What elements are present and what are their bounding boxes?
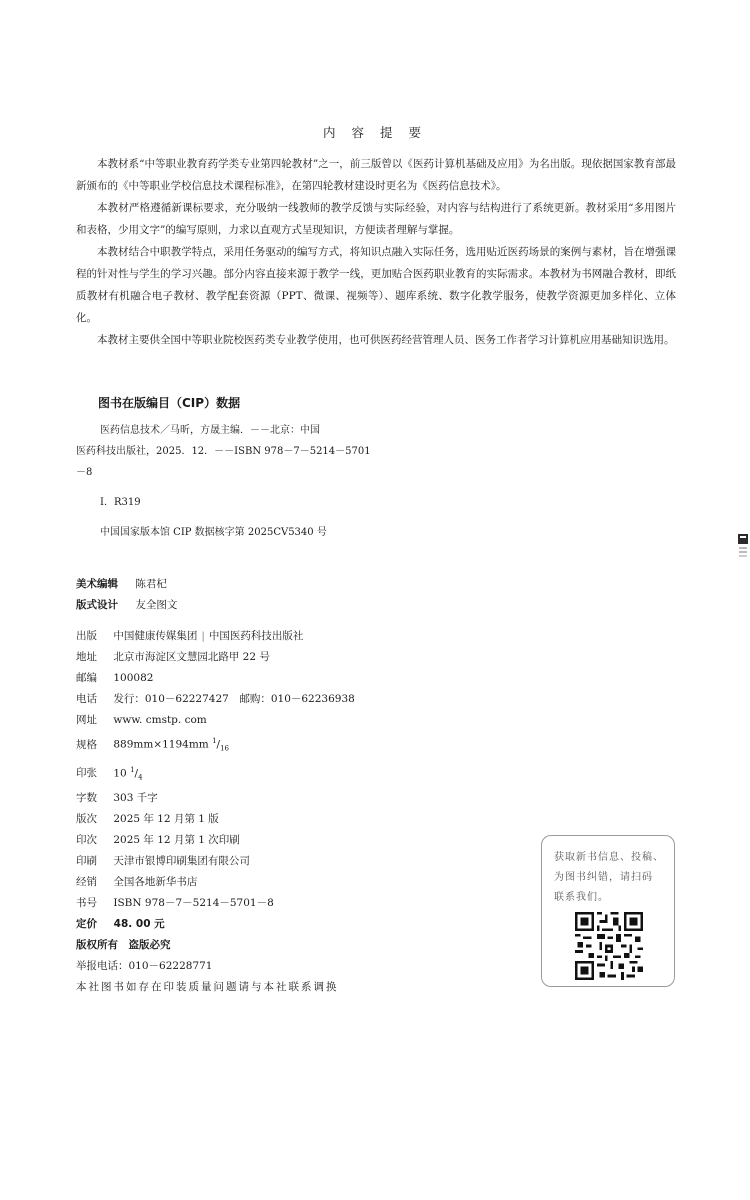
page-title: 内 容 提 要 xyxy=(323,125,427,140)
website-label: 网址 xyxy=(76,714,97,726)
edition-value: 2025 年 12 月第 1 版 xyxy=(113,813,219,826)
format-row: 规格 889mm×1194mm $^1/_{16}$ xyxy=(76,731,496,760)
copyright-notice: 版权所有 盗版必究 xyxy=(76,939,171,952)
qr-text-line: 为图书纠错，请扫码 xyxy=(554,872,653,883)
price-value: 48. 00 元 xyxy=(113,918,165,931)
words-row xyxy=(76,788,496,809)
postcode-label: 邮编 xyxy=(76,672,97,684)
address-value: 北京市海淀区文慧园北路甲 22 号 xyxy=(113,651,270,663)
format-denominator: 16 xyxy=(220,744,230,753)
quality-notice: 本社图书如存在印装质量问题请与本社联系调换 xyxy=(76,981,339,994)
cip-line: －8 xyxy=(76,467,93,478)
price-label: 定价 xyxy=(76,918,97,931)
format-label: 规格 xyxy=(76,738,97,751)
phone-value: 发行：010－62227427 邮购：010－62236938 xyxy=(113,693,355,705)
summary-paragraph: 本教材主要供全国中等职业院校医药类专业教学使用，也可供医药经营管理人员、医务工作者学习计算机应用基础知识选用。 xyxy=(97,334,675,346)
sheets-value: 10 xyxy=(113,767,127,780)
phone-row xyxy=(76,689,496,710)
summary-paragraph: 本教材严格遵循新课标要求，充分吸纳一线教师的教学反馈与实际经验，对内容与结构进行了系统更新。教材采用“多用图片和表格，少用文字”的编写原则，力求以直观方式呈现知识，方便读者理解与掌握。 xyxy=(76,202,676,236)
qr-code-icon[interactable] xyxy=(575,912,643,980)
cip-line: Ⅰ．R319 xyxy=(100,497,141,508)
sheets-numerator: 1 xyxy=(130,765,135,774)
postcode-row xyxy=(76,668,496,689)
publisher-row xyxy=(76,626,496,647)
layout-design-value: 友全图文 xyxy=(135,599,178,611)
sheets-row: 印张 10 $^1/_4$ xyxy=(76,760,496,789)
words-value: 303 千字 xyxy=(113,792,158,805)
edition-row xyxy=(76,809,496,830)
qr-text-line: 获取新书信息、投稿、 xyxy=(554,852,664,863)
separator: | xyxy=(201,630,205,642)
phone-label: 电话 xyxy=(76,693,97,705)
publisher-group: 中国健康传媒集团 xyxy=(113,630,198,642)
words-label: 字数 xyxy=(76,792,97,805)
sheets-denominator: 4 xyxy=(138,773,143,782)
printer-row xyxy=(76,851,496,872)
printer-label: 印刷 xyxy=(76,855,97,868)
qr-text-line: 联系我们。 xyxy=(554,892,609,903)
printer-value: 天津市银博印刷集团有限公司 xyxy=(113,855,250,868)
summary-paragraph: 本教材结合中职教学特点，采用任务驱动的编写方式，将知识点融入实际任务，选用贴近医药场景的案例与素材，旨在增强课程的针对性与学生的学习兴趣。部分内容直接来源于教学一线，更加贴合医药职业教育的实际需求。本教材为书网融合教材，即纸质教材有机融合电子教材、教学配套资源（PPT、微课、视频等）、题库系统、数字化教学服务，使教学资源更加多样化、立体化。 xyxy=(76,246,676,324)
distributor-label: 经销 xyxy=(76,876,97,889)
postcode-value: 100082 xyxy=(113,672,154,684)
cip-line: 医药信息技术／马昕，方晟主编．－－北京：中国 xyxy=(100,425,320,436)
cip-line: 医药科技出版社，2025．12．－－ISBN 978－7－5214－5701 xyxy=(76,446,371,457)
imprint-section xyxy=(76,626,496,998)
summary-section xyxy=(76,153,676,351)
report-phone: 举报电话：010－62228771 xyxy=(76,960,213,973)
layout-design-label: 版式设计 xyxy=(76,599,118,611)
website-row xyxy=(76,710,496,731)
art-editor-label: 美术编辑 xyxy=(76,578,118,590)
address-label: 地址 xyxy=(76,651,97,663)
editors-section xyxy=(76,574,177,616)
edition-label: 版次 xyxy=(76,813,97,826)
website-value: www. cmstp. com xyxy=(113,714,207,726)
edge-logo-icon xyxy=(737,533,749,563)
isbn-row xyxy=(76,893,496,914)
publisher-label: 出版 xyxy=(76,630,97,642)
address-row xyxy=(76,647,496,668)
printing-row xyxy=(76,830,496,851)
distributor-row xyxy=(76,872,496,893)
price-row xyxy=(76,914,496,935)
qr-info-box xyxy=(541,835,675,987)
cip-data xyxy=(76,420,371,543)
publisher-name: 中国医药科技出版社 xyxy=(208,630,304,642)
format-value: 889mm×1194mm xyxy=(113,738,209,751)
isbn-label: 书号 xyxy=(76,897,97,910)
format-numerator: 1 xyxy=(212,737,217,745)
printing-label: 印次 xyxy=(76,834,97,847)
isbn-value: ISBN 978－7－5214－5701－8 xyxy=(113,897,274,910)
summary-paragraph: 本教材系“中等职业教育药学类专业第四轮教材”之一，前三版曾以《医药计算机基础及应用》为名出版。现依据国家教育部最新颁布的《中等职业学校信息技术课程标准》，在第四轮教材建设时更名为《医药信息技术》。 xyxy=(76,158,676,192)
sheets-label: 印张 xyxy=(76,767,97,780)
distributor-value: 全国各地新华书店 xyxy=(113,876,198,889)
cip-number: 中国国家版本馆 CIP 数据核字第 2025CV5340 号 xyxy=(100,527,327,538)
cip-title: 图书在版编目（CIP）数据 xyxy=(98,396,241,410)
printing-value: 2025 年 12 月第 1 次印刷 xyxy=(113,834,240,847)
art-editor-value: 陈君杞 xyxy=(135,578,167,590)
